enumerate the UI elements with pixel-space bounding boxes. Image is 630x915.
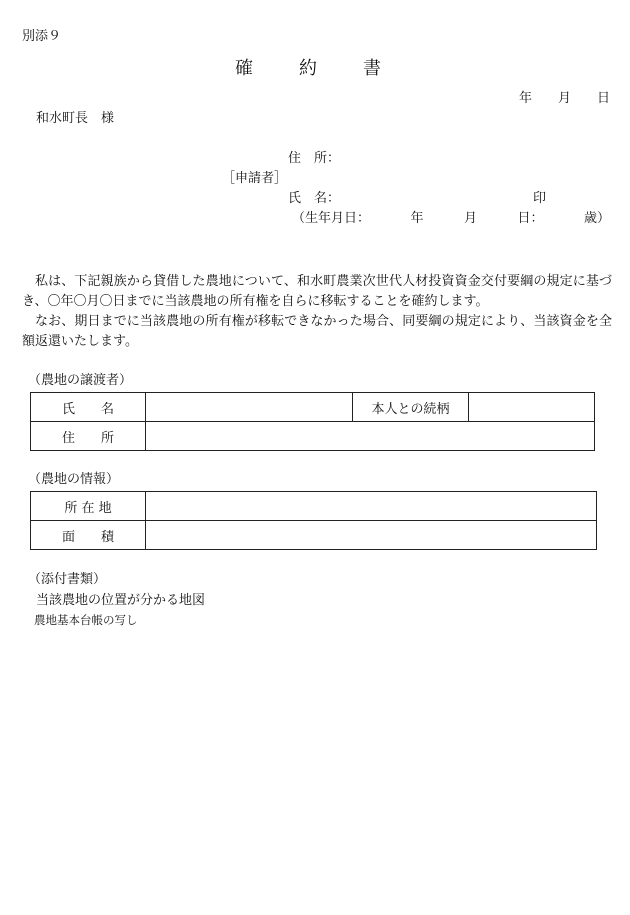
birthdate-label: （生年月日：	[292, 211, 371, 226]
table-row	[31, 422, 595, 451]
transferor-section-title: （農地の譲渡者）	[28, 373, 133, 388]
attachments-section-title: （添付書類）	[28, 572, 107, 587]
addressee: 和水町長 様	[36, 111, 115, 126]
body-text	[22, 272, 612, 352]
attachment-item-map: 当該農地の位置が分かる地図	[36, 593, 206, 608]
birth-day-label: 日：	[517, 211, 544, 226]
birth-year-label: 年	[410, 211, 424, 226]
land-info-section-title: （農地の情報）	[28, 472, 120, 487]
appendix-label: 別添９	[22, 29, 62, 44]
relation-label: 本人との続柄	[353, 393, 469, 422]
transferor-address-label: 住 所	[31, 422, 146, 451]
body-paragraph-2: なお、期日までに当該農地の所有権が移転できなかった場合、同要綱の規定により、当該資金を全額返還いたします。	[22, 314, 612, 349]
seal-mark: 印	[533, 191, 547, 206]
land-info-table	[30, 491, 597, 550]
transferor-table	[30, 392, 595, 451]
date-line: 年 月 日	[518, 91, 610, 106]
table-row	[31, 492, 597, 521]
body-paragraph-1: 私は、下記親族から貸借した農地について、和水町農業次世代人材投資資金交付要綱の規定に基づき、〇年〇月〇日までに当該農地の所有権を自らに移転することを確約します。	[22, 274, 612, 309]
birthdate-row	[292, 212, 610, 225]
relation-cell[interactable]	[469, 393, 595, 422]
birth-month-label: 月	[463, 211, 477, 226]
table-row	[31, 393, 595, 422]
applicant-role-label: ［申請者］	[222, 171, 288, 186]
attachment-item-ledger: 農地基本台帳の写し	[34, 613, 138, 627]
area-cell[interactable]	[146, 521, 597, 550]
age-label: 歳）	[583, 211, 610, 226]
applicant-address-label: 住 所：	[288, 151, 341, 166]
applicant-name-label: 氏 名：	[288, 191, 341, 206]
location-cell[interactable]	[146, 492, 597, 521]
transferor-name-label: 氏 名	[31, 393, 146, 422]
location-label: 所 在 地	[31, 492, 146, 521]
transferor-name-cell[interactable]	[146, 393, 353, 422]
area-label: 面 積	[31, 521, 146, 550]
transferor-address-cell[interactable]	[146, 422, 595, 451]
table-row	[31, 521, 597, 550]
document-title: 確 約 書	[235, 58, 395, 79]
